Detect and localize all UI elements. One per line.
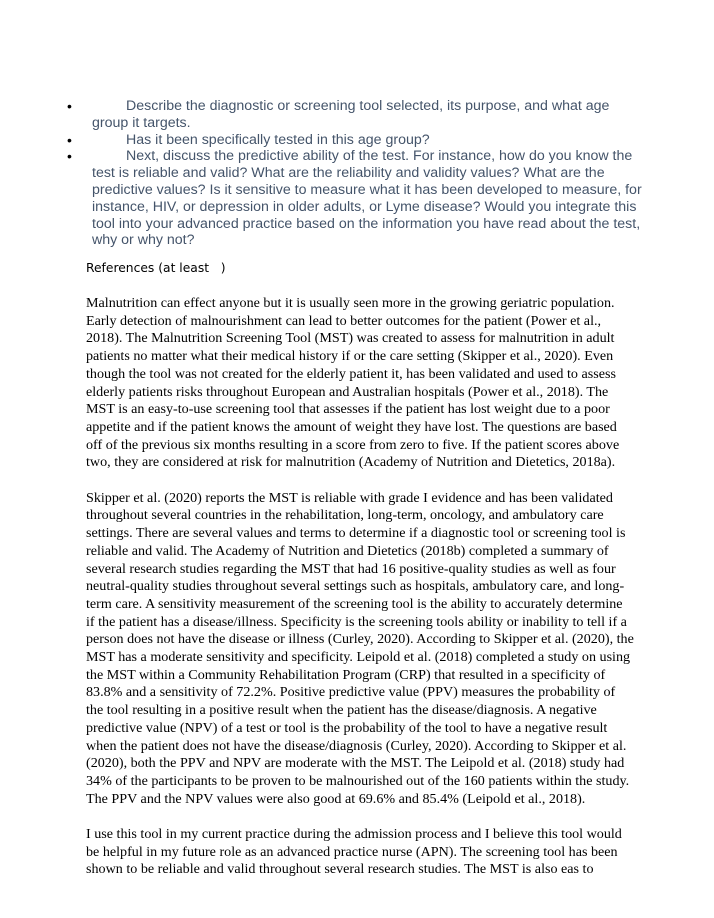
essay-body	[86, 295, 634, 897]
bullet-icon: •	[67, 131, 72, 148]
bullet-icon: •	[67, 148, 72, 165]
references-heading: References (at least )	[86, 261, 226, 275]
prompt-bullet-text: Next, discuss the predictive ability of the test. For instance, how do you know the test is reliable and valid? What are the reliability and validity values? What are the predictive values? Is it sensitive to measure what it has been developed to measure, for instance, HIV, or depression in older adults, or Lyme disease? Would you integrate this tool into your advanced practice based on the information you have read about the test, why or why not?	[92, 148, 642, 249]
assignment-prompt-list	[67, 98, 647, 249]
prompt-bullet-item	[67, 98, 647, 132]
bullet-icon: •	[67, 98, 72, 114]
body-paragraph: Malnutrition can effect anyone but it is usually seen more in the growing geriatric population. Early detection of malnourishment can lead to better outcomes for the patient (Power et al., 2018). The Malnutrition Screening Tool (MST) was created to assess for malnutrition in adult patients no matter what their medical history if or the care setting (Skipper et al., 2020). Even though the tool was not created for the elderly patient it, has been validated and used to assess elderly patients risks throughout European and Australian hospitals (Power et al., 2018). The MST is an easy-to-use screening tool that assesses if the patient has lost weight due to a poor appetite and if the patient knows the amount of weight they have lost. The questions are based off of the previous six months resulting in a score from zero to five. If the patient scores above two, they are considered at risk for malnutrition (Academy of Nutrition and Dietetics, 2018a).	[86, 295, 620, 471]
prompt-bullet-item	[67, 148, 647, 249]
prompt-bullet-item	[67, 132, 647, 149]
prompt-bullet-text: Describe the diagnostic or screening tool selected, its purpose, and what age group it targets.	[92, 98, 610, 131]
body-paragraph: I use this tool in my current practice during the admission process and I believe this tool would be helpful in my future role as an advanced practice nurse (APN). The screening tool has been shown to be reliable and valid throughout several research studies. The MST is also eas to	[86, 826, 622, 878]
body-paragraph: Skipper et al. (2020) reports the MST is reliable with grade I evidence and has been validated throughout several countries in the rehabilitation, long-term, oncology, and ambulatory care settings. There are several values and terms to determine if a diagnostic tool or screening tool is reliable and valid. The Academy of Nutrition and Dietetics (2018b) completed a summary of several research studies regarding the MST that had 16 positive-quality studies as well as four neutral-quality studies throughout several settings such as hospitals, ambulatory care, and long-term care. A sensitivity measurement of the screening tool is the ability to accurately determine if the patient has a disease/illness. Specificity is the screening tools ability or inability to tell if a person does not have the disease or illness (Curley, 2020). According to Skipper et al. (2020), the MST has a moderate sensitivity and specificity. Leipold et al. (2018) completed a study on using the MST within a Community Rehabilitation Program (CRP) that resulted in a specificity of 83.8% and a sensitivity of 72.2%. Positive predictive value (PPV) measures the probability of the tool resulting in a positive result when the patient has the disease/diagnosis. A negative predictive value (NPV) of a test or tool is the probability of the tool to have a negative result when the patient does not have the disease/diagnosis (Curley, 2020). According to Skipper et al. (2020), both the PPV and NPV are moderate with the MST. The Leipold et al. (2018) study had 34% of the participants to be proven to be malnourished out of the 160 patients within the study. The PPV and the NPV values were also good at 69.6% and 85.4% (Leipold et al., 2018).	[86, 489, 634, 807]
prompt-bullet-text: Has it been specifically tested in this age group?	[126, 131, 430, 148]
